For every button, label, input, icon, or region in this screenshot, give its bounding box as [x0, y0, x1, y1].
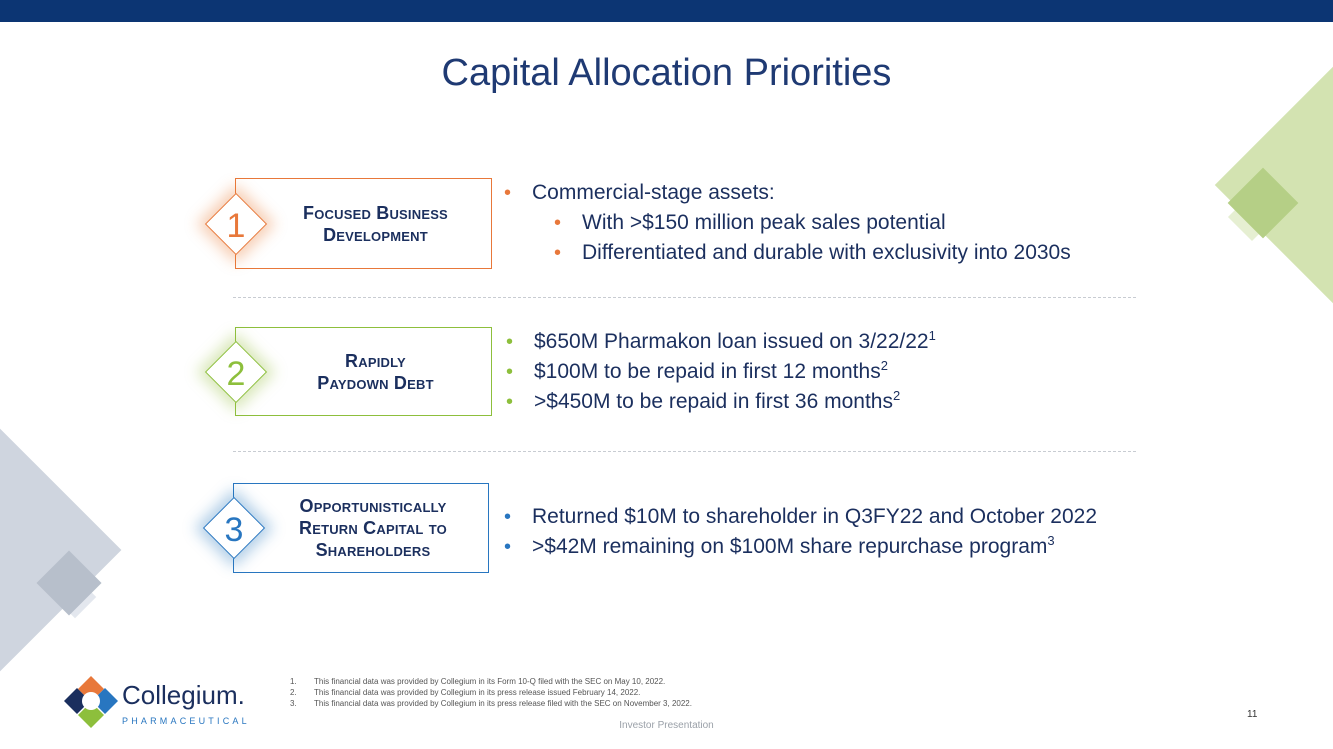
priority-3-bullet-2 [504, 532, 1097, 562]
priority-2-label-line1: Rapidly [345, 350, 406, 371]
priority-2-bullet-2 [506, 357, 936, 387]
footnote-ref: 2 [892, 388, 901, 403]
priority-1-bullets [504, 178, 1071, 268]
priority-3-label-line3: Shareholders [315, 540, 431, 560]
priority-1-label [279, 202, 448, 246]
footnote-ref: 2 [880, 358, 888, 373]
priority-1-card [235, 178, 492, 269]
priority-1-subbullet-1: • With >$150 million peak sales potential [504, 208, 1071, 238]
priority-2-bullet-3-text: >$450M to be repaid in first 36 months [534, 390, 893, 413]
footnote-2 [290, 687, 692, 698]
top-banner [0, 0, 1333, 22]
page-number: 11 [1247, 709, 1258, 720]
priority-2-number: 2 [226, 355, 246, 393]
footer-text: Investor Presentation [619, 720, 714, 731]
priority-1-label-line2: Development [323, 224, 428, 245]
priority-3-label [275, 495, 447, 561]
priority-2-bullet-3 [506, 387, 936, 417]
priority-2-bullet-1-text: $650M Pharmakon loan issued on 3/22/22 [534, 330, 929, 353]
priority-3-card [233, 483, 489, 573]
priority-3-bullet-1-text: Returned $10M to shareholder in Q3FY22 and October 2022 [532, 505, 1098, 528]
priority-3-bullet-2-text: >$42M remaining on $100M share repurchase program [532, 535, 1048, 558]
footnote-1-text: This financial data was provided by Collegium in its Form 10-Q filed with the SEC on May 10, 2022. [314, 677, 666, 686]
footnote-ref: 1 [928, 328, 936, 343]
footnote-3-text: This financial data was provided by Collegium in its press release filed with the SEC on November 3, 2022. [314, 699, 692, 708]
footnote-2-num: 2. [290, 688, 297, 697]
priority-2-card [235, 327, 492, 416]
priority-2-label-line2: Paydown Debt [317, 372, 434, 393]
footnote-ref: 3 [1047, 533, 1055, 548]
footnote-2-text: This financial data was provided by Collegium in its press release issued February 14, 2022. [314, 688, 641, 697]
logo-wordmark: Collegium. [122, 680, 245, 710]
footnote-1-num: 1. [290, 677, 297, 686]
priority-2-bullet-1 [506, 327, 936, 357]
slide-title: Capital Allocation Priorities [441, 52, 892, 94]
priority-2-bullets [506, 327, 936, 417]
section-divider-1 [233, 297, 1136, 298]
decorative-diamond-left [0, 409, 121, 692]
priority-1-subbullet-2: • Differentiated and durable with exclusivity into 2030s [504, 238, 1071, 268]
priority-2-label [293, 350, 433, 394]
logo-subtitle: PHARMACEUTICAL [122, 716, 250, 726]
priority-3-bullets [504, 502, 1097, 562]
priority-2-bullet-2-text: $100M to be repaid in first 12 months [534, 360, 881, 383]
priority-1-label-line1: Focused Business [303, 202, 448, 223]
priority-3-label-line2: Return Capital to [299, 518, 447, 538]
footnote-3 [290, 698, 692, 709]
footnote-1 [290, 676, 692, 687]
priority-1-number: 1 [226, 207, 246, 245]
section-divider-2 [233, 451, 1136, 452]
footnotes [290, 676, 692, 709]
footnote-3-num: 3. [290, 699, 297, 708]
priority-1-bullet-1: • Commercial-stage assets: [504, 178, 1071, 208]
priority-3-label-line1: Opportunistically [299, 496, 447, 516]
priority-3-number: 3 [224, 511, 244, 549]
priority-3-bullet-1 [504, 502, 1097, 532]
